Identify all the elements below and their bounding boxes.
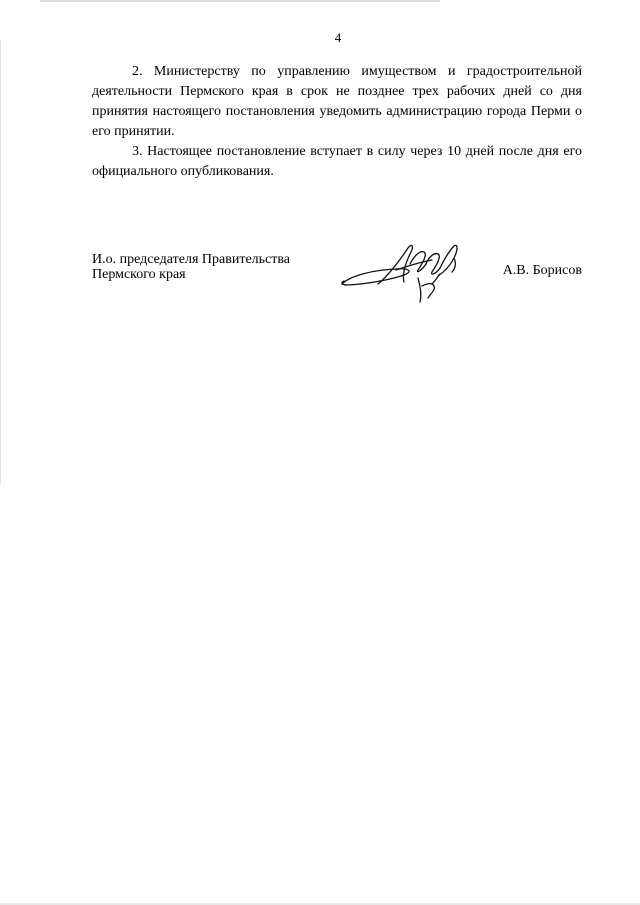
signatory-position-line-2: Пермского края [92, 267, 186, 282]
scan-edge-left [0, 40, 1, 485]
document-body [92, 62, 582, 182]
signatory-position [92, 252, 332, 282]
paragraph-3: 3. Настоящее постановление вступает в силу через 10 дней после дня его официального опубликования. [92, 144, 582, 179]
page-number: 4 [334, 30, 342, 45]
signatory-position-line-1: И.о. председателя Правительства [92, 252, 291, 267]
handwritten-signature-icon [338, 240, 468, 310]
paragraph-2: 2. Министерству по управлению имуществом и градостроительной деятельности Пермского края в срок не позднее трех рабочих дней со дня принятия настоящего постановления уведомить администрацию города Перми о его принятии. [92, 64, 582, 139]
scan-edge-top [40, 0, 440, 2]
signatory-name: А.В. Борисов [502, 263, 582, 278]
